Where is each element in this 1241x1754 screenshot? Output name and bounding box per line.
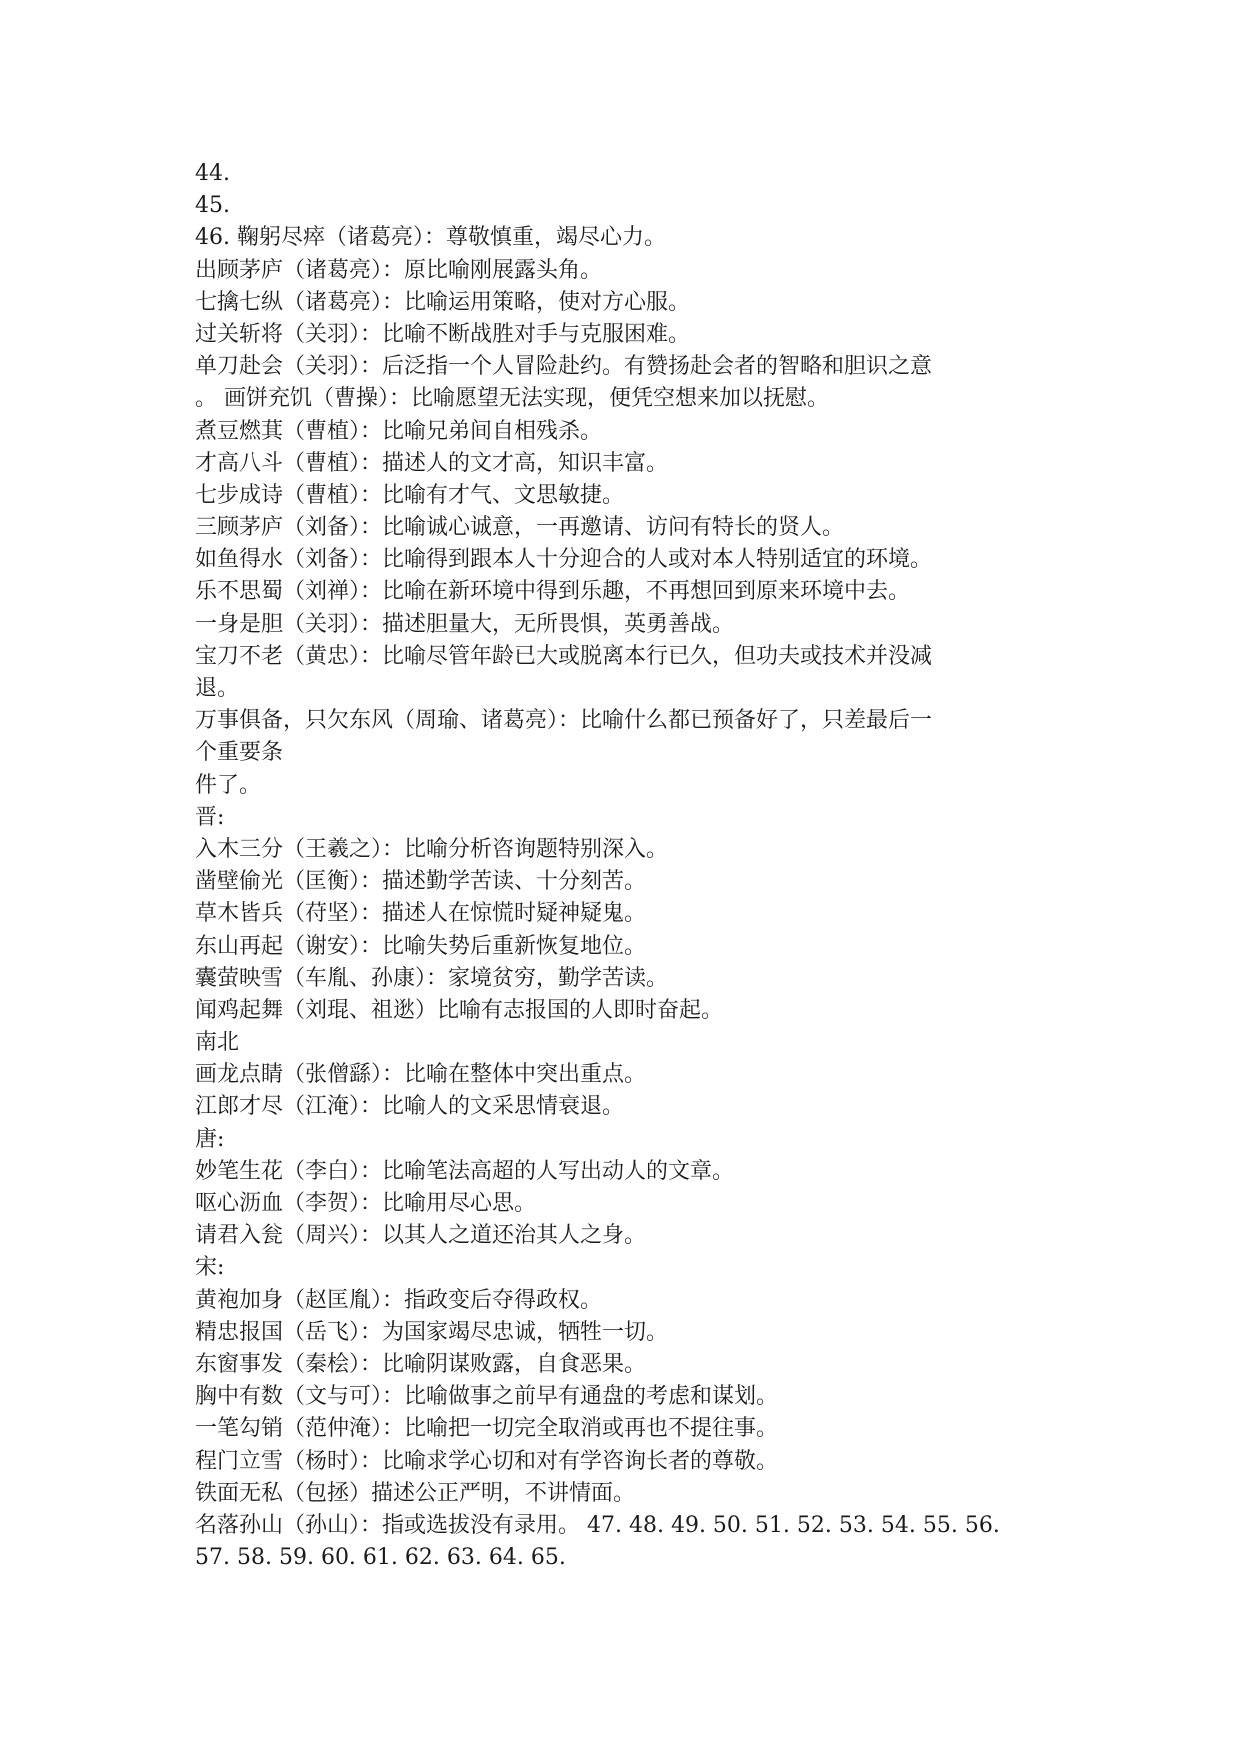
text-line-13: 如鱼得水（刘备）：比喻得到跟本人十分迎合的人或对本人特别适宜的环境。 <box>195 547 933 573</box>
section-heading-tang: 唐: <box>195 1126 225 1152</box>
text-line-43: 名落孙山（孙山）：指或选拔没有录用。 47. 48. 49. 50. 51. 52. 53. 54. 55. 56. <box>195 1512 1000 1538</box>
text-line-30: 江郎才尽（江淹）：比喻人的文采思情衰退。 <box>195 1094 625 1120</box>
text-line-17: 退。 <box>195 676 240 701</box>
text-line-6: 过关斩将（关羽）：比喻不断战胜对手与克服困难。 <box>195 321 691 347</box>
text-line-22: 入木三分（王羲之）：比喻分析咨询题特别深入。 <box>195 836 669 862</box>
section-heading-jin: 晋: <box>195 804 225 830</box>
text-line-42: 铁面无私（包拯）描述公正严明，不讲情面。 <box>195 1480 636 1506</box>
section-heading-song: 宋: <box>195 1255 225 1281</box>
text-line-16: 宝刀不老（黄忠）：比喻尽管年龄已大或脱离本行已久，但功夫或技术并没减 <box>195 643 933 669</box>
text-line-40: 一笔勾销（范仲淹）：比喻把一切完全取消或再也不提往事。 <box>195 1416 779 1442</box>
text-line-36: 黄袍加身（赵匡胤）：指政变后夺得政权。 <box>195 1287 603 1313</box>
text-line-15: 一身是胆（关羽）：描述胆量大，无所畏惧，英勇善战。 <box>195 611 735 637</box>
text-line-34: 请君入瓮（周兴）：以其人之道还治其人之身。 <box>195 1223 647 1249</box>
text-line-41: 程门立雪（杨时）：比喻求学心切和对有学咨询长者的尊敬。 <box>195 1448 779 1474</box>
text-line-8: 。 画饼充饥（曹操）：比喻愿望无法实现，便凭空想来加以抚慰。 <box>195 386 829 412</box>
text-line-19: 个重要条 <box>195 740 284 766</box>
text-line-9: 煮豆燃萁（曹植）：比喻兄弟间自相残杀。 <box>195 418 603 444</box>
text-line-5: 七擒七纵（诸葛亮）：比喻运用策略，使对方心服。 <box>195 289 691 315</box>
section-heading-nanbei: 南北 <box>195 1030 240 1056</box>
text-line-3: 46. 鞠躬尽瘁（诸葛亮）：尊敬慎重，竭尽心力。 <box>195 225 666 251</box>
text-line-29: 画龙点睛（张僧繇）：比喻在整体中突出重点。 <box>195 1062 647 1088</box>
text-line-14: 乐不思蜀（刘禅）：比喻在新环境中得到乐趣，不再想回到原来环境中去。 <box>195 579 911 605</box>
text-line-25: 东山再起（谢安）：比喻失势后重新恢复地位。 <box>195 933 647 959</box>
text-line-26: 囊萤映雪（车胤、孙康）：家境贫穷，勤学苦读。 <box>195 965 669 991</box>
text-line-1: 44. <box>195 161 230 186</box>
text-line-38: 东窗事发（秦桧）：比喻阴谋败露，自食恶果。 <box>195 1351 647 1377</box>
text-line-2: 45. <box>195 193 230 219</box>
text-line-7: 单刀赴会（关羽）：后泛指一个人冒险赴约。有赞扬赴会者的智略和胆识之意 <box>195 354 933 380</box>
text-line-23: 凿壁偷光（匡衡）：描述勤学苦读、十分刻苦。 <box>195 869 647 895</box>
text-line-37: 精忠报国（岳飞）：为国家竭尽忠诚，牺牲一切。 <box>195 1319 669 1345</box>
text-line-44: 57. 58. 59. 60. 61. 62. 63. 64. 65. <box>195 1545 566 1571</box>
text-line-39: 胸中有数（文与可）：比喻做事之前早有通盘的考虑和谋划。 <box>195 1384 779 1410</box>
text-line-10: 才高八斗（曹植）：描述人的文才高，知识丰富。 <box>195 450 669 476</box>
text-line-4: 出顾茅庐（诸葛亮）：原比喻刚展露头角。 <box>195 257 603 283</box>
text-line-33: 呕心沥血（李贺）：比喻用尽心思。 <box>195 1191 537 1216</box>
text-line-32: 妙笔生花（李白）：比喻笔法高超的人写出动人的文章。 <box>195 1158 735 1184</box>
text-line-27: 闻鸡起舞（刘琨、祖逖）比喻有志报国的人即时奋起。 <box>195 997 724 1023</box>
text-line-24: 草木皆兵（苻坚）：描述人在惊慌时疑神疑鬼。 <box>195 901 647 927</box>
text-line-12: 三顾茅庐（刘备）：比喻诚心诚意，一再邀请、访问有特长的贤人。 <box>195 515 845 541</box>
document-body <box>195 158 1075 1574</box>
text-line-20: 件了。 <box>195 772 262 798</box>
text-line-11: 七步成诗（曹植）：比喻有才气、文思敏捷。 <box>195 482 625 508</box>
text-line-18: 万事俱备，只欠东风（周瑜、诸葛亮）：比喻什么都已预备好了，只差最后一 <box>195 708 933 734</box>
